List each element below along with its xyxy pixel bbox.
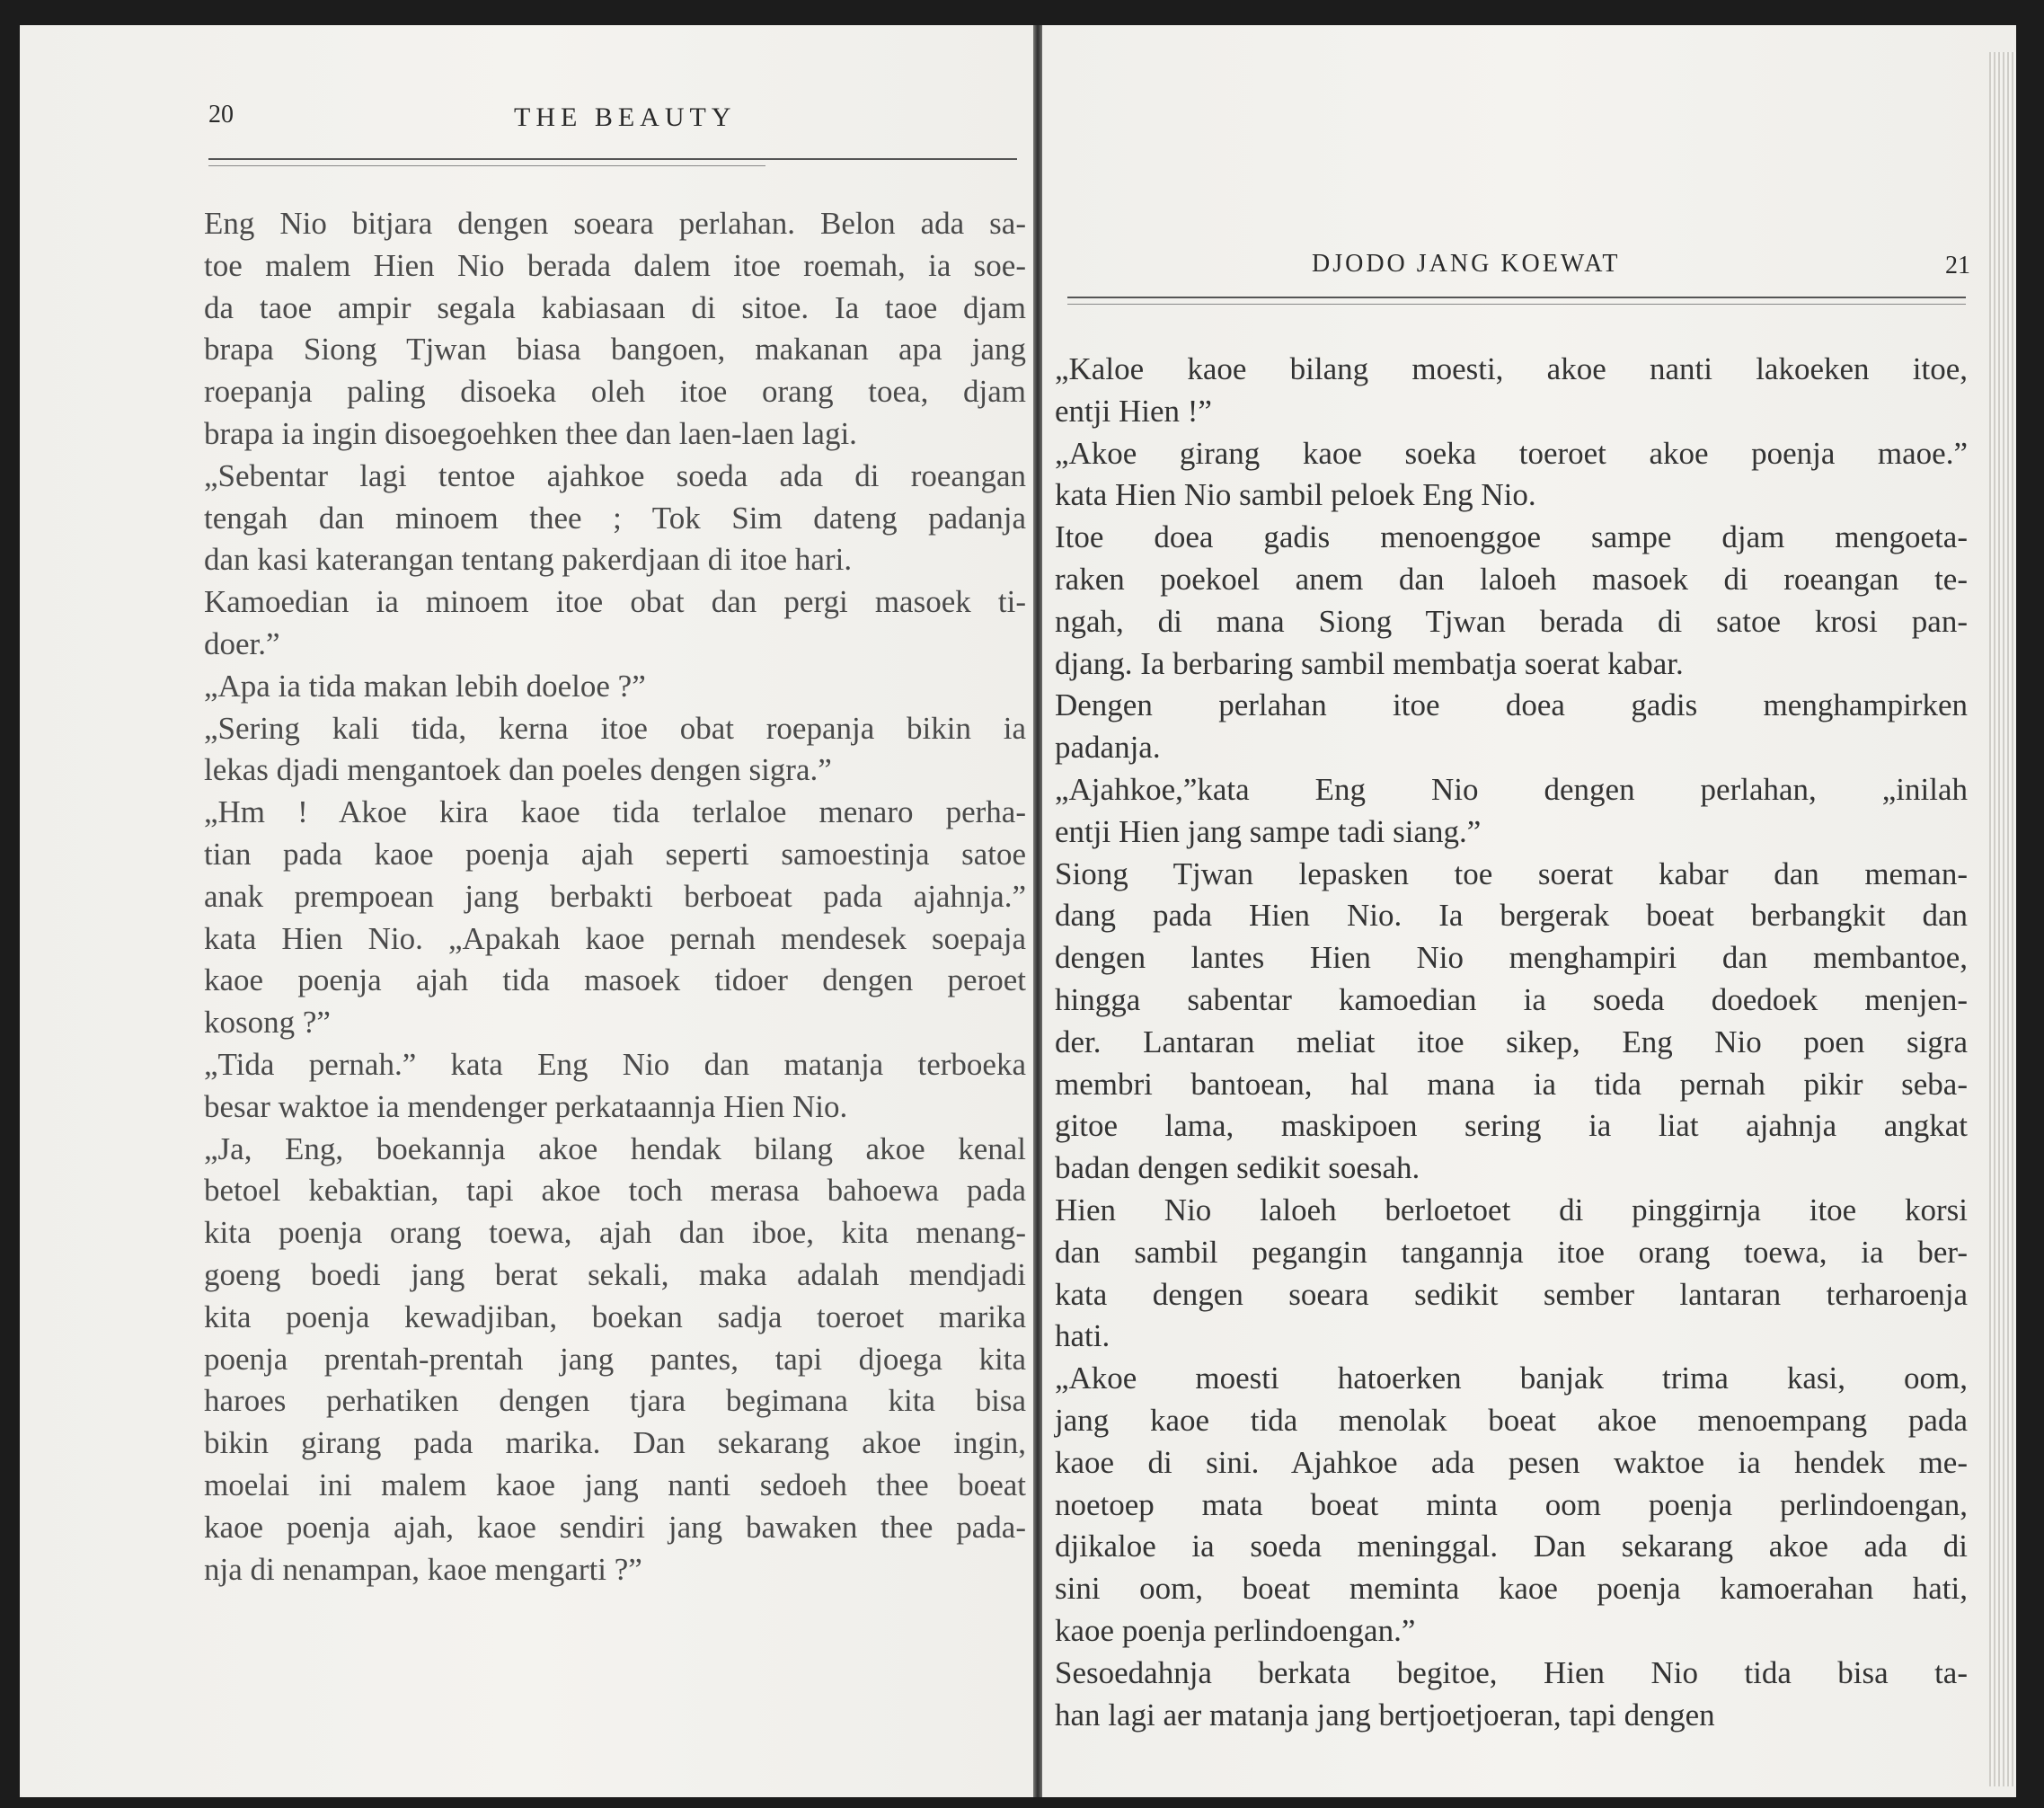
- right-text-line: jang kaoe tida menolak boeat akoe menoempang pada: [1055, 1402, 1968, 1438]
- right-text-line: Sesoedahnja berkata begitoe, Hien Nio tida bisa ta-: [1055, 1654, 1968, 1690]
- right-text-line: „Akoe moesti hatoerken banjak trima kasi, oom,: [1055, 1360, 1968, 1396]
- right-text-line: raken poekoel anem dan laloeh masoek di roeangan te-: [1055, 561, 1968, 597]
- right-text-line: djikaloe ia soeda meninggal. Dan sekarang akoe ada di: [1055, 1529, 1968, 1564]
- left-page: [20, 25, 1033, 1797]
- right-text-line: „Akoe girang kaoe soeka toeroet akoe poenja maoe.”: [1055, 435, 1968, 471]
- right-text-line: kaoe poenja perlindoengan.”: [1055, 1612, 1416, 1648]
- right-header-rule: [1067, 297, 1966, 298]
- left-text-line: da taoe ampir segala kabiasaan di sitoe. Ia taoe djam: [204, 289, 1026, 325]
- left-text-line: „Sering kali tida, kerna itoe obat roepanja bikin ia: [204, 710, 1026, 746]
- left-text-line: Eng Nio bitjara dengen soeara perlahan. Belon ada sa-: [204, 206, 1026, 241]
- right-text-line: „Ajahkoe,”kata Eng Nio dengen perlahan, „inilah: [1055, 771, 1968, 807]
- left-header-rule: [208, 158, 1017, 160]
- right-text-line: han lagi aer matanja jang bertjoetjoeran, tapi dengen: [1055, 1697, 1715, 1733]
- left-text-line: Kamoedian ia minoem itoe obat dan pergi masoek ti-: [204, 584, 1026, 620]
- left-text-line: kata Hien Nio. „Apakah kaoe pernah mendesek soepaja: [204, 920, 1026, 956]
- right-page: [1042, 25, 2016, 1797]
- right-text-line: Itoe doea gadis menoenggoe sampe djam mengoeta-: [1055, 519, 1968, 555]
- page-edges: [1989, 52, 2016, 1786]
- left-text-line: toe malem Hien Nio berada dalem itoe roemah, ia soe-: [204, 247, 1026, 283]
- left-text-line: poenja prentah-prentah jang pantes, tapi djoega kita: [204, 1341, 1026, 1377]
- left-text-line: doer.”: [204, 625, 280, 661]
- left-text-line: brapa Siong Tjwan biasa bangoen, makanan apa jang: [204, 332, 1026, 368]
- left-text-line: kaoe poenja ajah, kaoe sendiri jang bawaken thee pada-: [204, 1509, 1026, 1545]
- right-page-number: 21: [1945, 252, 1970, 279]
- book-gutter: [1033, 25, 1042, 1797]
- right-text-line: Dengen perlahan itoe doea gadis menghampirken: [1055, 687, 1968, 723]
- right-text-line: Hien Nio laloeh berloetoet di pinggirnja itoe korsi: [1055, 1192, 1968, 1227]
- left-page-number: 20: [208, 101, 234, 129]
- right-text-line: „Kaloe kaoe bilang moesti, akoe nanti lakoeken itoe,: [1055, 351, 1968, 386]
- left-text-line: „Sebentar lagi tentoe ajahkoe soeda ada di roeangan: [204, 457, 1026, 493]
- right-running-header: DJODO JANG KOEWAT: [1312, 250, 1621, 278]
- right-text-line: kata dengen soeara sedikit sember lantaran terharoenja: [1055, 1276, 1968, 1312]
- left-text-line: besar waktoe ia mendenger perkataannja Hien Nio.: [204, 1088, 848, 1124]
- left-text-line: tengah dan minoem thee ; Tok Sim dateng padanja: [204, 500, 1026, 536]
- right-header-rule-thin: [1067, 304, 1966, 305]
- left-text-line: „Apa ia tida makan lebih doeloe ?”: [204, 668, 646, 704]
- right-text-line: Siong Tjwan lepasken toe soerat kabar dan meman-: [1055, 855, 1968, 891]
- left-text-line: moelai ini malem kaoe jang nanti sedoeh thee boeat: [204, 1467, 1026, 1502]
- left-text-line: „Ja, Eng, boekannja akoe hendak bilang akoe kenal: [204, 1130, 1026, 1166]
- right-text-line: der. Lantaran meliat itoe sikep, Eng Nio poen sigra: [1055, 1024, 1968, 1059]
- right-page-text: [1055, 349, 1968, 1736]
- open-book: [20, 25, 2016, 1797]
- left-text-line: kita poenja orang toewa, ajah dan iboe, kita menang-: [204, 1215, 1026, 1251]
- left-text-line: „Hm ! Akoe kira kaoe tida terlaloe menaro perha-: [204, 794, 1026, 830]
- left-text-line: tian pada kaoe poenja ajah seperti samoestinja satoe: [204, 836, 1026, 872]
- right-text-line: sini oom, boeat meminta kaoe poenja kamoerahan hati,: [1055, 1571, 1968, 1607]
- right-text-line: entji Hien jang sampe tadi siang.”: [1055, 813, 1482, 849]
- right-text-line: djang. Ia berbaring sambil membatja soerat kabar.: [1055, 645, 1684, 681]
- left-text-line: brapa ia ingin disoegoehken thee dan laen-laen lagi.: [204, 415, 857, 451]
- right-text-line: badan dengen sedikit soesah.: [1055, 1150, 1420, 1186]
- left-text-line: dan kasi katerangan tentang pakerdjaan di itoe hari.: [204, 542, 853, 578]
- right-text-line: hingga sabentar kamoedian ia soeda doedoek menjen-: [1055, 981, 1968, 1017]
- right-text-line: membri bantoean, hal mana ia tida pernah pikir seba-: [1055, 1066, 1968, 1102]
- left-text-line: roepanja paling disoeka oleh itoe orang toea, djam: [204, 374, 1026, 410]
- left-text-line: „Tida pernah.” kata Eng Nio dan matanja terboeka: [204, 1046, 1026, 1082]
- right-text-line: ngah, di mana Siong Tjwan berada di satoe krosi pan-: [1055, 603, 1968, 639]
- left-text-line: goeng boedi jang berat sekali, maka adalah mendjadi: [204, 1256, 1026, 1292]
- left-text-line: anak prempoean jang berbakti berboeat pada ajahnja.”: [204, 878, 1026, 914]
- right-text-line: noetoep mata boeat minta oom poenja perlindoengan,: [1055, 1486, 1968, 1522]
- right-text-line: dan sambil pegangin tangannja itoe orang toewa, ia ber-: [1055, 1234, 1968, 1270]
- left-page-text: [204, 203, 1026, 1591]
- left-text-line: betoel kebaktian, tapi akoe toch merasa bahoewa pada: [204, 1173, 1026, 1209]
- right-text-line: gitoe lama, maskipoen sering ia liat ajahnja angkat: [1055, 1108, 1968, 1144]
- right-text-line: padanja.: [1055, 730, 1161, 766]
- left-text-line: kosong ?”: [204, 1005, 331, 1041]
- left-running-header: THE BEAUTY: [514, 102, 737, 132]
- left-text-line: bikin girang pada marika. Dan sekarang akoe ingin,: [204, 1425, 1026, 1461]
- right-text-line: hati.: [1055, 1318, 1110, 1354]
- left-text-line: kita poenja kewadjiban, boekan sadja toeroet marika: [204, 1298, 1026, 1334]
- left-text-line: nja di nenampan, kaoe mengarti ?”: [204, 1551, 642, 1587]
- right-text-line: dengen lantes Hien Nio menghampiri dan membantoe,: [1055, 940, 1968, 976]
- right-text-line: dang pada Hien Nio. Ia bergerak boeat berbangkit dan: [1055, 898, 1968, 934]
- right-text-line: kata Hien Nio sambil peloek Eng Nio.: [1055, 477, 1536, 513]
- left-text-line: haroes perhatiken dengen tjara begimana kita bisa: [204, 1383, 1026, 1419]
- right-text-line: entji Hien !”: [1055, 393, 1212, 429]
- left-text-line: kaoe poenja ajah tida masoek tidoer dengen peroet: [204, 962, 1026, 998]
- left-header-rule-thin: [208, 165, 765, 166]
- left-text-line: lekas djadi mengantoek dan poeles dengen sigra.”: [204, 752, 832, 788]
- right-text-line: kaoe di sini. Ajahkoe ada pesen waktoe ia hendek me-: [1055, 1444, 1968, 1480]
